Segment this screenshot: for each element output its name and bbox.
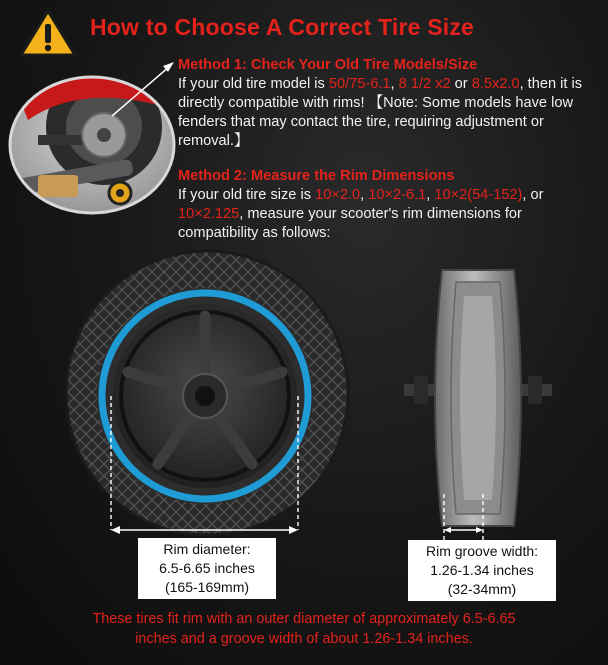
page-title: How to Choose A Correct Tire Size	[90, 14, 475, 40]
method-1-text-a: If your old tire model is	[178, 76, 329, 92]
method-1-heading: Method 1: Check Your Old Tire Models/Size	[178, 57, 478, 73]
tire-model-1: 50/75-6.1	[328, 76, 391, 92]
rim-groove-mm: (32-34mm)	[447, 581, 517, 597]
rim-groove-inches: 1.26-1.34 inches	[430, 562, 534, 578]
tire-model-2: 8 1/2 x2	[398, 76, 451, 92]
footer-line-1: These tires fit rim with an outer diameter of approximately 6.5-6.65	[92, 611, 516, 627]
rim-diameter-label	[138, 538, 276, 599]
separator: or	[450, 76, 472, 92]
tire-size-3: 10×2(54-152)	[434, 187, 523, 203]
rim-diameter-inches: 6.5-6.65 inches	[159, 560, 255, 576]
method-2-text-a: If your old tire size is	[178, 187, 316, 203]
tire-model-3: 8.5x2.0	[471, 76, 520, 92]
rim-groove-title: Rim groove width:	[425, 543, 539, 559]
rim-diameter-mm: (165-169mm)	[164, 579, 250, 595]
method-2-heading: Method 2: Measure the Rim Dimensions	[178, 168, 455, 184]
tire-size-1: 10×2.0	[315, 187, 361, 203]
separator: ,	[360, 187, 369, 203]
separator: ,	[426, 187, 435, 203]
footer-note	[20, 609, 588, 649]
tire-size-2: 10×2-6.1	[368, 187, 427, 203]
separator: , or	[522, 187, 544, 203]
rim-groove-width-label	[408, 540, 556, 601]
method-1-text-b: , then it is directly compatible with rims! 【Note: Some models have low fenders that may contact the tire, requiring adjustment or removal.】	[178, 76, 583, 149]
rim-diameter-title: Rim diameter:	[163, 541, 251, 557]
tire-size-4: 10×2.125	[178, 206, 240, 222]
method-2-text-b: , measure your scooter's rim dimensions for compatibility as follows:	[178, 206, 522, 241]
separator: ,	[390, 76, 399, 92]
footer-line-2: inches and a groove width of about 1.26-1.34 inches.	[135, 631, 473, 647]
